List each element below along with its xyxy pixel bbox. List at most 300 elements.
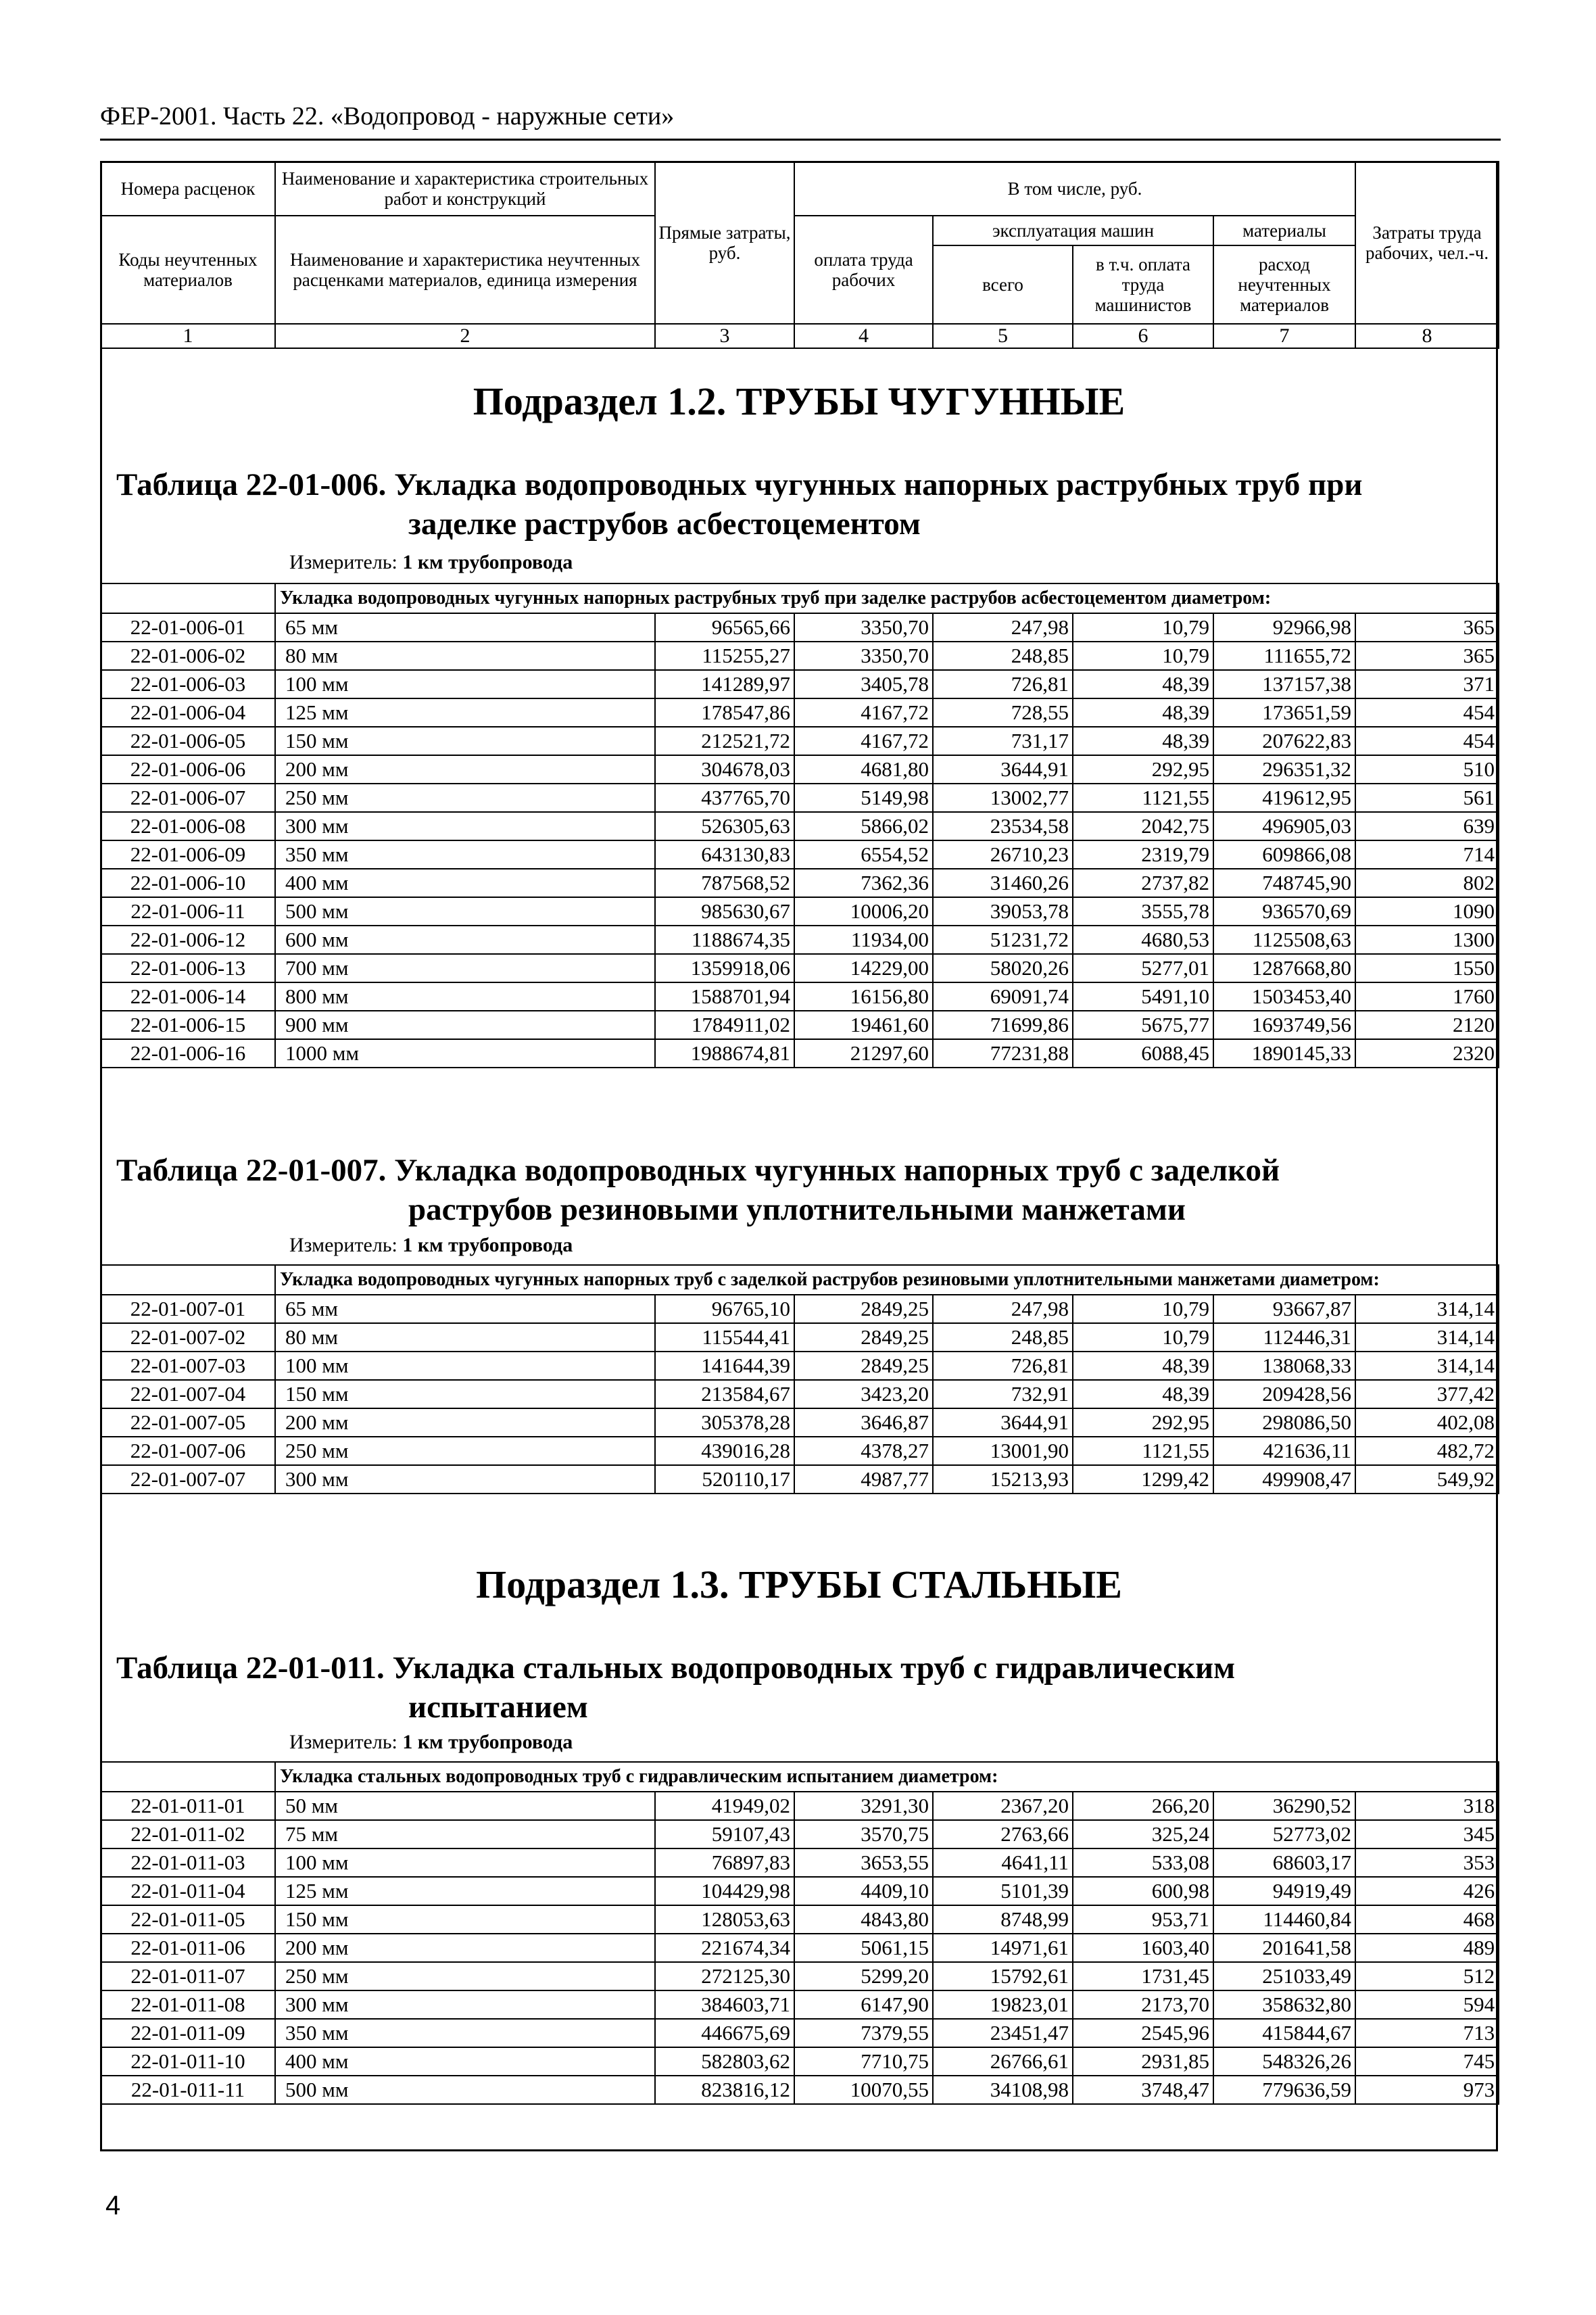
pipe-diameter: 900 мм — [275, 1011, 655, 1039]
worker-wages: 4987,77 — [794, 1465, 933, 1494]
rate-code: 22-01-006-12 — [101, 926, 275, 954]
rate-code: 22-01-011-08 — [101, 1990, 275, 2019]
header-materials: материалы — [1213, 216, 1355, 245]
machinist-wages: 2931,85 — [1073, 2047, 1213, 2076]
worker-wages: 21297,60 — [794, 1039, 933, 1068]
machines-total: 732,91 — [933, 1380, 1073, 1408]
direct-costs: 305378,28 — [655, 1408, 794, 1437]
measure-value: 1 км трубопровода — [402, 1234, 573, 1256]
materials-usage: 207622,83 — [1213, 727, 1355, 755]
labor-hours: 371 — [1355, 670, 1499, 698]
labor-hours: 2320 — [1355, 1039, 1499, 1068]
materials-usage: 93667,87 — [1213, 1295, 1355, 1323]
machinist-wages: 3748,47 — [1073, 2076, 1213, 2104]
labor-hours: 713 — [1355, 2019, 1499, 2047]
worker-wages: 11934,00 — [794, 926, 933, 954]
materials-usage: 1693749,56 — [1213, 1011, 1355, 1039]
machines-total: 26766,61 — [933, 2047, 1073, 2076]
direct-costs: 446675,69 — [655, 2019, 794, 2047]
machinist-wages: 292,95 — [1073, 1408, 1213, 1437]
pipe-diameter: 500 мм — [275, 897, 655, 926]
table-row — [101, 812, 1499, 840]
rate-code: 22-01-006-04 — [101, 698, 275, 727]
worker-wages: 3291,30 — [794, 1792, 933, 1820]
pipe-diameter: 125 мм — [275, 698, 655, 727]
rate-code: 22-01-006-05 — [101, 727, 275, 755]
worker-wages: 6147,90 — [794, 1990, 933, 2019]
pipe-diameter: 80 мм — [275, 1323, 655, 1352]
worker-wages: 3423,20 — [794, 1380, 933, 1408]
table-title-line: Таблица 22-01-007. Укладка водопроводных чугунных напорных труб с заделкой — [116, 1153, 1280, 1188]
direct-costs: 128053,63 — [655, 1905, 794, 1934]
pipe-diameter: 250 мм — [275, 1437, 655, 1465]
pipe-diameter: 200 мм — [275, 755, 655, 784]
machinist-wages: 1121,55 — [1073, 784, 1213, 812]
labor-hours: 454 — [1355, 698, 1499, 727]
labor-hours: 426 — [1355, 1877, 1499, 1905]
pipe-diameter: 700 мм — [275, 954, 655, 982]
materials-usage: 499908,47 — [1213, 1465, 1355, 1494]
worker-wages: 14229,00 — [794, 954, 933, 982]
worker-wages: 6554,52 — [794, 840, 933, 869]
pipe-diameter: 300 мм — [275, 1465, 655, 1494]
rates-table-011 — [100, 1761, 1499, 2105]
machinist-wages: 325,24 — [1073, 1820, 1213, 1848]
rate-code: 22-01-007-05 — [101, 1408, 275, 1437]
rate-code: 22-01-006-08 — [101, 812, 275, 840]
pipe-diameter: 200 мм — [275, 1934, 655, 1962]
direct-costs: 985630,67 — [655, 897, 794, 926]
machines-total: 71699,86 — [933, 1011, 1073, 1039]
measure-label: Измеритель: — [289, 1234, 397, 1256]
materials-usage: 1503453,40 — [1213, 982, 1355, 1011]
measure-label: Измеритель: — [289, 1731, 397, 1753]
machinist-wages: 266,20 — [1073, 1792, 1213, 1820]
machinist-wages: 48,39 — [1073, 670, 1213, 698]
machines-total: 3644,91 — [933, 755, 1073, 784]
machines-total: 13002,77 — [933, 784, 1073, 812]
measure-unit — [289, 551, 573, 574]
table-row — [101, 698, 1499, 727]
header-direct-costs: Прямые затраты, руб. — [655, 162, 794, 324]
labor-hours: 489 — [1355, 1934, 1499, 1962]
table-title — [116, 465, 1475, 544]
direct-costs: 437765,70 — [655, 784, 794, 812]
pipe-diameter: 300 мм — [275, 1990, 655, 2019]
rate-code: 22-01-007-06 — [101, 1437, 275, 1465]
machines-total: 23534,58 — [933, 812, 1073, 840]
machinist-wages: 1603,40 — [1073, 1934, 1213, 1962]
labor-hours: 345 — [1355, 1820, 1499, 1848]
worker-wages: 4843,80 — [794, 1905, 933, 1934]
header-unaccounted-name: Наименование и характеристика неучтенных расценками материалов, единица измерения — [275, 216, 655, 324]
direct-costs: 41949,02 — [655, 1792, 794, 1820]
table-row — [101, 755, 1499, 784]
materials-usage: 358632,80 — [1213, 1990, 1355, 2019]
labor-hours: 365 — [1355, 642, 1499, 670]
materials-usage: 496905,03 — [1213, 812, 1355, 840]
direct-costs: 141644,39 — [655, 1352, 794, 1380]
worker-wages: 3646,87 — [794, 1408, 933, 1437]
direct-costs: 104429,98 — [655, 1877, 794, 1905]
pipe-diameter: 350 мм — [275, 2019, 655, 2047]
measure-unit — [289, 1731, 573, 1754]
machinist-wages: 1121,55 — [1073, 1437, 1213, 1465]
direct-costs: 1359918,06 — [655, 954, 794, 982]
machines-total: 51231,72 — [933, 926, 1073, 954]
table-row — [101, 897, 1499, 926]
rate-code: 22-01-011-10 — [101, 2047, 275, 2076]
labor-hours: 365 — [1355, 613, 1499, 642]
machines-total: 31460,26 — [933, 869, 1073, 897]
worker-wages: 10006,20 — [794, 897, 933, 926]
materials-usage: 1890145,33 — [1213, 1039, 1355, 1068]
machines-total: 3644,91 — [933, 1408, 1073, 1437]
pipe-diameter: 150 мм — [275, 727, 655, 755]
materials-usage: 52773,02 — [1213, 1820, 1355, 1848]
measure-value: 1 км трубопровода — [402, 551, 573, 573]
table-row — [101, 2076, 1499, 2104]
rate-code: 22-01-006-14 — [101, 982, 275, 1011]
table-row — [101, 2019, 1499, 2047]
worker-wages: 10070,55 — [794, 2076, 933, 2104]
machines-total: 26710,23 — [933, 840, 1073, 869]
header-materials-usage: расход неучтенных материалов — [1213, 245, 1355, 324]
rate-code: 22-01-011-05 — [101, 1905, 275, 1934]
header-codes: Номера расценок — [101, 162, 275, 216]
worker-wages: 2849,25 — [794, 1352, 933, 1380]
machinist-wages: 48,39 — [1073, 698, 1213, 727]
materials-usage: 415844,67 — [1213, 2019, 1355, 2047]
col-number: 2 — [275, 324, 655, 348]
machines-total: 14971,61 — [933, 1934, 1073, 1962]
direct-costs: 1588701,94 — [655, 982, 794, 1011]
machinist-wages: 2042,75 — [1073, 812, 1213, 840]
rate-code: 22-01-011-01 — [101, 1792, 275, 1820]
machines-total: 2763,66 — [933, 1820, 1073, 1848]
rate-code: 22-01-011-04 — [101, 1877, 275, 1905]
labor-hours: 468 — [1355, 1905, 1499, 1934]
machines-total: 15792,61 — [933, 1962, 1073, 1990]
materials-usage: 112446,31 — [1213, 1323, 1355, 1352]
rate-code: 22-01-006-03 — [101, 670, 275, 698]
direct-costs: 787568,52 — [655, 869, 794, 897]
direct-costs: 221674,34 — [655, 1934, 794, 1962]
machines-total: 248,85 — [933, 1323, 1073, 1352]
labor-hours: 402,08 — [1355, 1408, 1499, 1437]
machinist-wages: 1299,42 — [1073, 1465, 1213, 1494]
direct-costs: 213584,67 — [655, 1380, 794, 1408]
labor-hours: 639 — [1355, 812, 1499, 840]
table-title — [116, 1648, 1475, 1727]
table-title-line: Таблица 22-01-006. Укладка водопроводных чугунных напорных раструбных труб при — [116, 467, 1363, 502]
rate-code: 22-01-007-04 — [101, 1380, 275, 1408]
direct-costs: 1988674,81 — [655, 1039, 794, 1068]
pipe-diameter: 250 мм — [275, 1962, 655, 1990]
table-title-line: раструбов резиновыми уплотнительными манжетами — [408, 1192, 1186, 1227]
table-row — [101, 2047, 1499, 2076]
caption-spacer — [101, 1265, 275, 1295]
measure-unit — [289, 1234, 573, 1257]
materials-usage: 419612,95 — [1213, 784, 1355, 812]
machines-total: 731,17 — [933, 727, 1073, 755]
col-number: 8 — [1355, 324, 1499, 348]
machinist-wages: 5277,01 — [1073, 954, 1213, 982]
machines-total: 19823,01 — [933, 1990, 1073, 2019]
header-rule — [100, 139, 1501, 141]
table-row — [101, 1408, 1499, 1437]
materials-usage: 36290,52 — [1213, 1792, 1355, 1820]
machines-total: 13001,90 — [933, 1437, 1073, 1465]
pipe-diameter: 80 мм — [275, 642, 655, 670]
table-row — [101, 1011, 1499, 1039]
pipe-diameter: 1000 мм — [275, 1039, 655, 1068]
worker-wages: 3570,75 — [794, 1820, 933, 1848]
machinist-wages: 48,39 — [1073, 1380, 1213, 1408]
pipe-diameter: 125 мм — [275, 1877, 655, 1905]
table-row — [101, 954, 1499, 982]
col-number: 4 — [794, 324, 933, 348]
rates-table-006 — [100, 583, 1499, 1068]
table-row — [101, 1990, 1499, 2019]
rate-code: 22-01-006-11 — [101, 897, 275, 926]
worker-wages: 4378,27 — [794, 1437, 933, 1465]
direct-costs: 384603,71 — [655, 1990, 794, 2019]
worker-wages: 5061,15 — [794, 1934, 933, 1962]
machines-total: 248,85 — [933, 642, 1073, 670]
machinist-wages: 2737,82 — [1073, 869, 1213, 897]
col-number: 6 — [1073, 324, 1213, 348]
labor-hours: 973 — [1355, 2076, 1499, 2104]
machinist-wages: 292,95 — [1073, 755, 1213, 784]
worker-wages: 16156,80 — [794, 982, 933, 1011]
labor-hours: 594 — [1355, 1990, 1499, 2019]
rate-code: 22-01-011-06 — [101, 1934, 275, 1962]
machines-total: 39053,78 — [933, 897, 1073, 926]
rate-code: 22-01-006-16 — [101, 1039, 275, 1068]
machines-total: 4641,11 — [933, 1848, 1073, 1877]
direct-costs: 76897,83 — [655, 1848, 794, 1877]
direct-costs: 643130,83 — [655, 840, 794, 869]
rate-code: 22-01-006-07 — [101, 784, 275, 812]
rate-code: 22-01-007-02 — [101, 1323, 275, 1352]
machines-total: 728,55 — [933, 698, 1073, 727]
table-row — [101, 1792, 1499, 1820]
worker-wages: 5149,98 — [794, 784, 933, 812]
header-unaccounted-codes: Коды неучтенных материалов — [101, 216, 275, 324]
worker-wages: 3405,78 — [794, 670, 933, 698]
labor-hours: 512 — [1355, 1962, 1499, 1990]
worker-wages: 4681,80 — [794, 755, 933, 784]
machinist-wages: 10,79 — [1073, 613, 1213, 642]
table-row — [101, 1934, 1499, 1962]
table-row — [101, 1437, 1499, 1465]
rate-code: 22-01-011-03 — [101, 1848, 275, 1877]
direct-costs: 582803,62 — [655, 2047, 794, 2076]
worker-wages: 7710,75 — [794, 2047, 933, 2076]
pipe-diameter: 100 мм — [275, 1352, 655, 1380]
machines-total: 23451,47 — [933, 2019, 1073, 2047]
rate-code: 22-01-006-01 — [101, 613, 275, 642]
labor-hours: 714 — [1355, 840, 1499, 869]
rate-code: 22-01-011-11 — [101, 2076, 275, 2104]
labor-hours: 745 — [1355, 2047, 1499, 2076]
direct-costs: 178547,86 — [655, 698, 794, 727]
worker-wages: 4167,72 — [794, 727, 933, 755]
materials-usage: 137157,38 — [1213, 670, 1355, 698]
header-machinist-wages: в т.ч. оплата труда машинистов — [1073, 245, 1213, 324]
worker-wages: 3350,70 — [794, 613, 933, 642]
materials-usage: 251033,49 — [1213, 1962, 1355, 1990]
materials-usage: 209428,56 — [1213, 1380, 1355, 1408]
machines-total: 69091,74 — [933, 982, 1073, 1011]
direct-costs: 272125,30 — [655, 1962, 794, 1990]
materials-usage: 68603,17 — [1213, 1848, 1355, 1877]
pipe-diameter: 350 мм — [275, 840, 655, 869]
labor-hours: 1090 — [1355, 897, 1499, 926]
materials-usage: 138068,33 — [1213, 1352, 1355, 1380]
pipe-diameter: 500 мм — [275, 2076, 655, 2104]
materials-usage: 114460,84 — [1213, 1905, 1355, 1934]
table-row — [101, 1323, 1499, 1352]
table-caption: Укладка водопроводных чугунных напорных труб с заделкой раструбов резиновыми уплотнительными манжетами диаметром: — [275, 1265, 1499, 1295]
header-name: Наименование и характеристика строительных работ и конструкций — [275, 162, 655, 216]
running-head: ФЕР-2001. Часть 22. «Водопровод - наружные сети» — [100, 102, 675, 130]
labor-hours: 1760 — [1355, 982, 1499, 1011]
direct-costs: 59107,43 — [655, 1820, 794, 1848]
pipe-diameter: 200 мм — [275, 1408, 655, 1437]
materials-usage: 201641,58 — [1213, 1934, 1355, 1962]
machines-total: 34108,98 — [933, 2076, 1073, 2104]
pipe-diameter: 400 мм — [275, 2047, 655, 2076]
table-row — [101, 1465, 1499, 1494]
worker-wages: 3653,55 — [794, 1848, 933, 1877]
worker-wages: 19461,60 — [794, 1011, 933, 1039]
measure-label: Измеритель: — [289, 551, 397, 573]
machines-total: 77231,88 — [933, 1039, 1073, 1068]
pipe-diameter: 150 мм — [275, 1905, 655, 1934]
materials-usage: 111655,72 — [1213, 642, 1355, 670]
table-row — [101, 840, 1499, 869]
direct-costs: 1784911,02 — [655, 1011, 794, 1039]
header-wages: оплата труда рабочих — [794, 216, 933, 324]
table-row — [101, 1295, 1499, 1323]
pipe-diameter: 800 мм — [275, 982, 655, 1011]
labor-hours: 377,42 — [1355, 1380, 1499, 1408]
labor-hours: 561 — [1355, 784, 1499, 812]
rate-code: 22-01-006-09 — [101, 840, 275, 869]
machinist-wages: 533,08 — [1073, 1848, 1213, 1877]
machinist-wages: 2173,70 — [1073, 1990, 1213, 2019]
measure-value: 1 км трубопровода — [402, 1731, 573, 1753]
pipe-diameter: 400 мм — [275, 869, 655, 897]
table-title — [116, 1151, 1475, 1229]
labor-hours: 2120 — [1355, 1011, 1499, 1039]
col-number: 3 — [655, 324, 794, 348]
materials-usage: 421636,11 — [1213, 1437, 1355, 1465]
direct-costs: 96765,10 — [655, 1295, 794, 1323]
pipe-diameter: 75 мм — [275, 1820, 655, 1848]
page-number: 4 — [105, 2191, 121, 2220]
table-row — [101, 1039, 1499, 1068]
materials-usage: 936570,69 — [1213, 897, 1355, 926]
pipe-diameter: 600 мм — [275, 926, 655, 954]
direct-costs: 520110,17 — [655, 1465, 794, 1494]
table-row — [101, 1380, 1499, 1408]
labor-hours: 314,14 — [1355, 1295, 1499, 1323]
subsection-title: Подраздел 1.2. ТРУБЫ ЧУГУННЫЕ — [473, 379, 1126, 423]
table-row — [101, 1848, 1499, 1877]
rate-code: 22-01-006-06 — [101, 755, 275, 784]
labor-hours: 454 — [1355, 727, 1499, 755]
materials-usage: 1287668,80 — [1213, 954, 1355, 982]
header-machines-total: всего — [933, 245, 1073, 324]
materials-usage: 92966,98 — [1213, 613, 1355, 642]
labor-hours: 1300 — [1355, 926, 1499, 954]
machinist-wages: 5675,77 — [1073, 1011, 1213, 1039]
machines-total: 726,81 — [933, 1352, 1073, 1380]
worker-wages: 5866,02 — [794, 812, 933, 840]
materials-usage: 548326,26 — [1213, 2047, 1355, 2076]
labor-hours: 1550 — [1355, 954, 1499, 982]
direct-costs: 1188674,35 — [655, 926, 794, 954]
table-row — [101, 1962, 1499, 1990]
caption-spacer — [101, 583, 275, 613]
table-caption: Укладка стальных водопроводных труб с гидравлическим испытанием диаметром: — [275, 1762, 1499, 1792]
labor-hours: 314,14 — [1355, 1323, 1499, 1352]
direct-costs: 823816,12 — [655, 2076, 794, 2104]
direct-costs: 212521,72 — [655, 727, 794, 755]
labor-hours: 802 — [1355, 869, 1499, 897]
direct-costs: 141289,97 — [655, 670, 794, 698]
worker-wages: 7379,55 — [794, 2019, 933, 2047]
machinist-wages: 10,79 — [1073, 1295, 1213, 1323]
labor-hours: 314,14 — [1355, 1352, 1499, 1380]
header-labor: Затраты труда рабочих, чел.-ч. — [1355, 162, 1499, 324]
machinist-wages: 5491,10 — [1073, 982, 1213, 1011]
pipe-diameter: 150 мм — [275, 1380, 655, 1408]
materials-usage: 296351,32 — [1213, 755, 1355, 784]
subsection-title: Подраздел 1.3. ТРУБЫ СТАЛЬНЫЕ — [476, 1562, 1122, 1606]
direct-costs: 304678,03 — [655, 755, 794, 784]
machinist-wages: 48,39 — [1073, 1352, 1213, 1380]
labor-hours: 510 — [1355, 755, 1499, 784]
pipe-diameter: 250 мм — [275, 784, 655, 812]
machines-total: 8748,99 — [933, 1905, 1073, 1934]
labor-hours: 549,92 — [1355, 1465, 1499, 1494]
table-row — [101, 642, 1499, 670]
rate-code: 22-01-006-13 — [101, 954, 275, 982]
machinist-wages: 10,79 — [1073, 642, 1213, 670]
machinist-wages: 2545,96 — [1073, 2019, 1213, 2047]
table-caption: Укладка водопроводных чугунных напорных раструбных труб при заделке раструбов асбестоцементом диаметром: — [275, 583, 1499, 613]
machines-total: 726,81 — [933, 670, 1073, 698]
direct-costs: 96565,66 — [655, 613, 794, 642]
machines-total: 2367,20 — [933, 1792, 1073, 1820]
rate-code: 22-01-011-02 — [101, 1820, 275, 1848]
column-header — [100, 161, 1499, 349]
col-number: 1 — [101, 324, 275, 348]
table-row — [101, 727, 1499, 755]
table-row — [101, 1820, 1499, 1848]
pipe-diameter: 65 мм — [275, 1295, 655, 1323]
rate-code: 22-01-007-03 — [101, 1352, 275, 1380]
rate-code: 22-01-006-02 — [101, 642, 275, 670]
labor-hours: 318 — [1355, 1792, 1499, 1820]
rate-code: 22-01-007-07 — [101, 1465, 275, 1494]
worker-wages: 4167,72 — [794, 698, 933, 727]
direct-costs: 115255,27 — [655, 642, 794, 670]
